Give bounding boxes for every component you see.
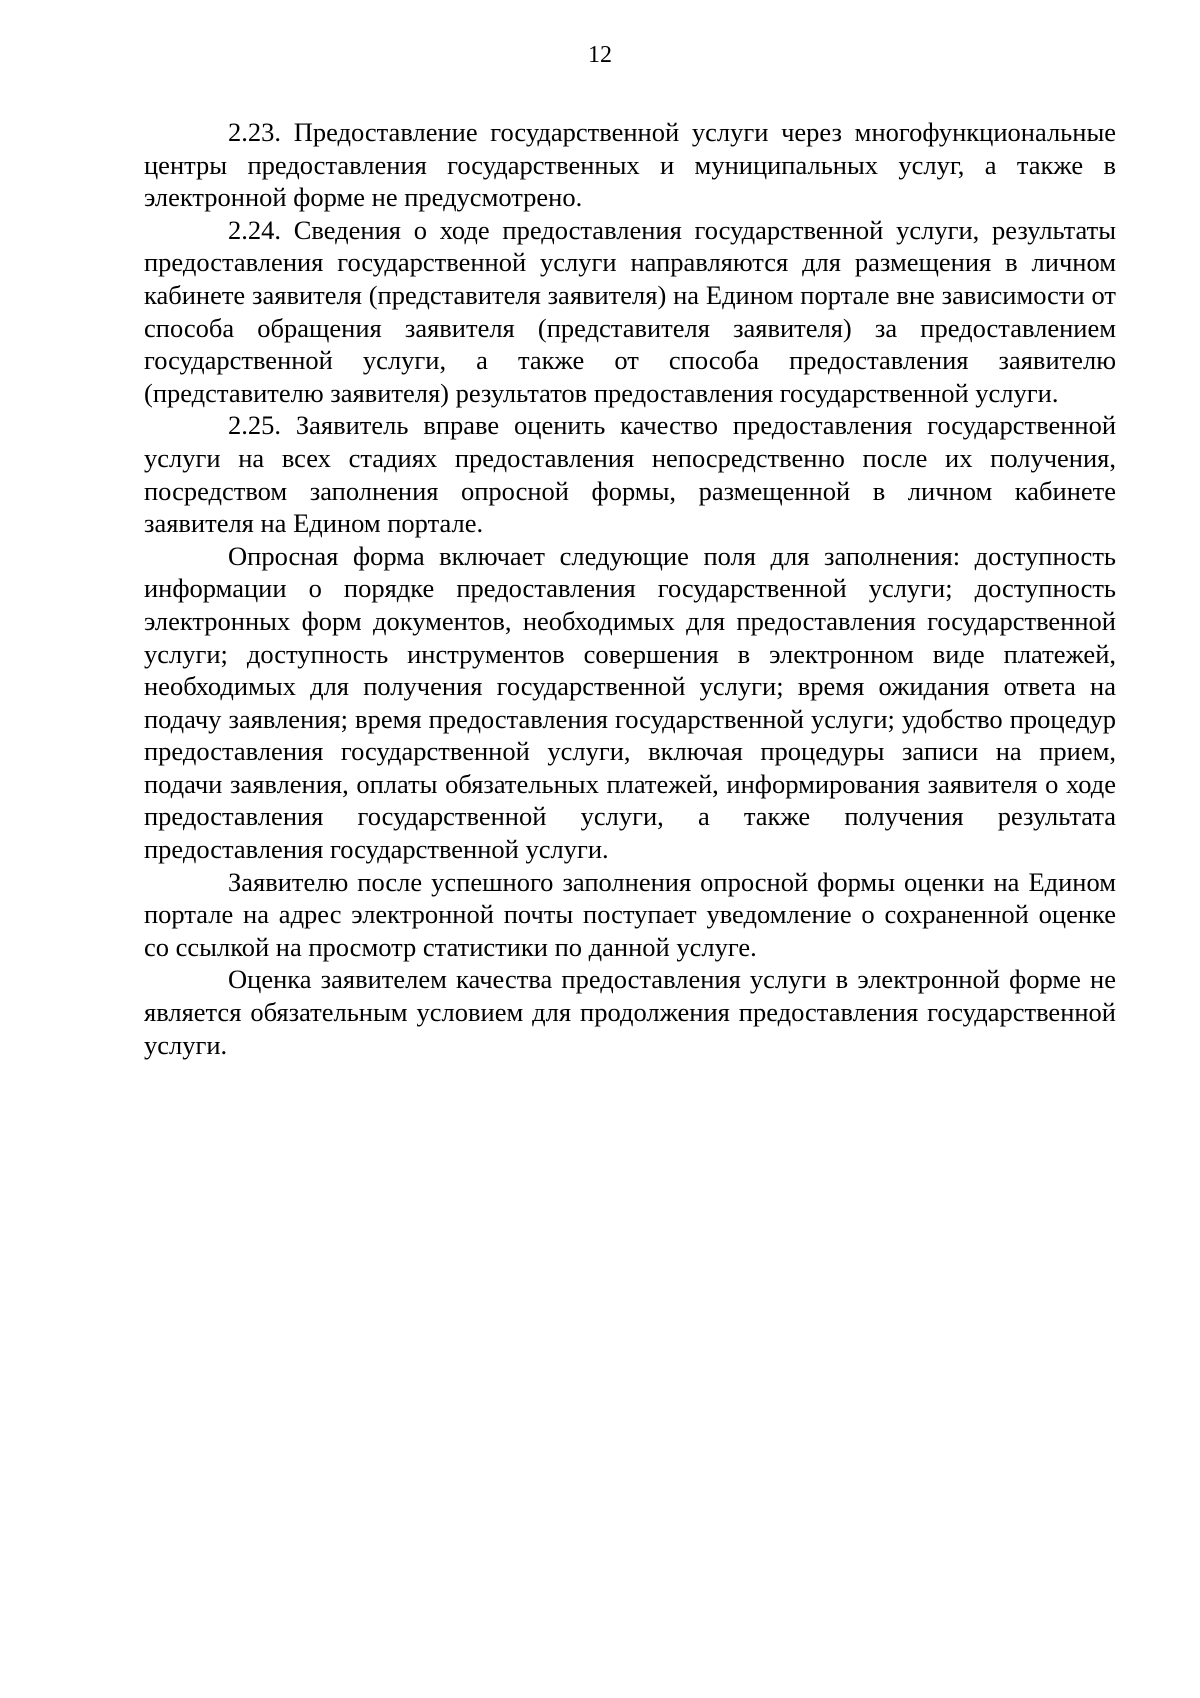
paragraph-text: Предоставление государственной услуги через многофункциональные центры предоставления государственных и муниципальных услуг, а также в электронной форме не предусмотрено. <box>144 117 1117 213</box>
paragraph-text: Оценка заявителем качества предоставления услуги в электронной форме не является обязательным условием для продолжения предоставления государственной услуги. <box>144 964 1116 1060</box>
paragraph-number: 2.25. <box>228 410 281 441</box>
document-body <box>144 116 1116 1061</box>
paragraph-survey-form-fields <box>144 540 1116 866</box>
paragraph-text: Сведения о ходе предоставления государственной услуги, результаты предоставления государственной услуги направляются для размещения в личном кабинете заявителя (представителя заявителя) на Едином портале вне зависимости от способа обращения заявителя (представителя заявителя) за предоставлением государственной услуги, а также от способа предоставления заявителю (представителю заявителя) результатов предоставления государственной услуги. <box>144 214 1116 408</box>
paragraph-optional-rating <box>144 963 1116 1061</box>
paragraph-text: Опросная форма включает следующие поля для заполнения: доступность информации о порядке предоставления государственной услуги; доступность электронных форм документов, необходимых для предоставления государственной услуги; доступность инструментов совершения в электронном виде платежей, необходимых для получения государственной услуги; время ожидания ответа на подачу заявления; время предоставления государственной услуги; удобство процедур предоставления государственной услуги, включая процедуры записи на прием, подачи заявления, оплаты обязательных платежей, информирования заявителя о ходе предоставления государственной услуги, а также получения результата предоставления государственной услуги. <box>144 540 1116 865</box>
paragraph-2-24 <box>144 214 1116 410</box>
paragraph-text: Заявитель вправе оценить качество предоставления государственной услуги на всех стадиях предоставления непосредственно после их получения, посредством заполнения опросной формы, размещенной в личном кабинете заявителя на Едином портале. <box>144 410 1117 539</box>
paragraph-notification <box>144 866 1116 964</box>
paragraph-text: Заявителю после успешного заполнения опросной формы оценки на Едином портале на адрес электронной почты поступает уведомление о сохраненной оценке со ссылкой на просмотр статистики по данной услуге. <box>144 866 1116 962</box>
paragraph-number: 2.24. <box>228 214 281 245</box>
page-number: 12 <box>588 42 612 68</box>
paragraph-number: 2.23. <box>228 117 281 147</box>
paragraph-2-25 <box>144 409 1116 539</box>
paragraph-2-23 <box>144 116 1116 214</box>
